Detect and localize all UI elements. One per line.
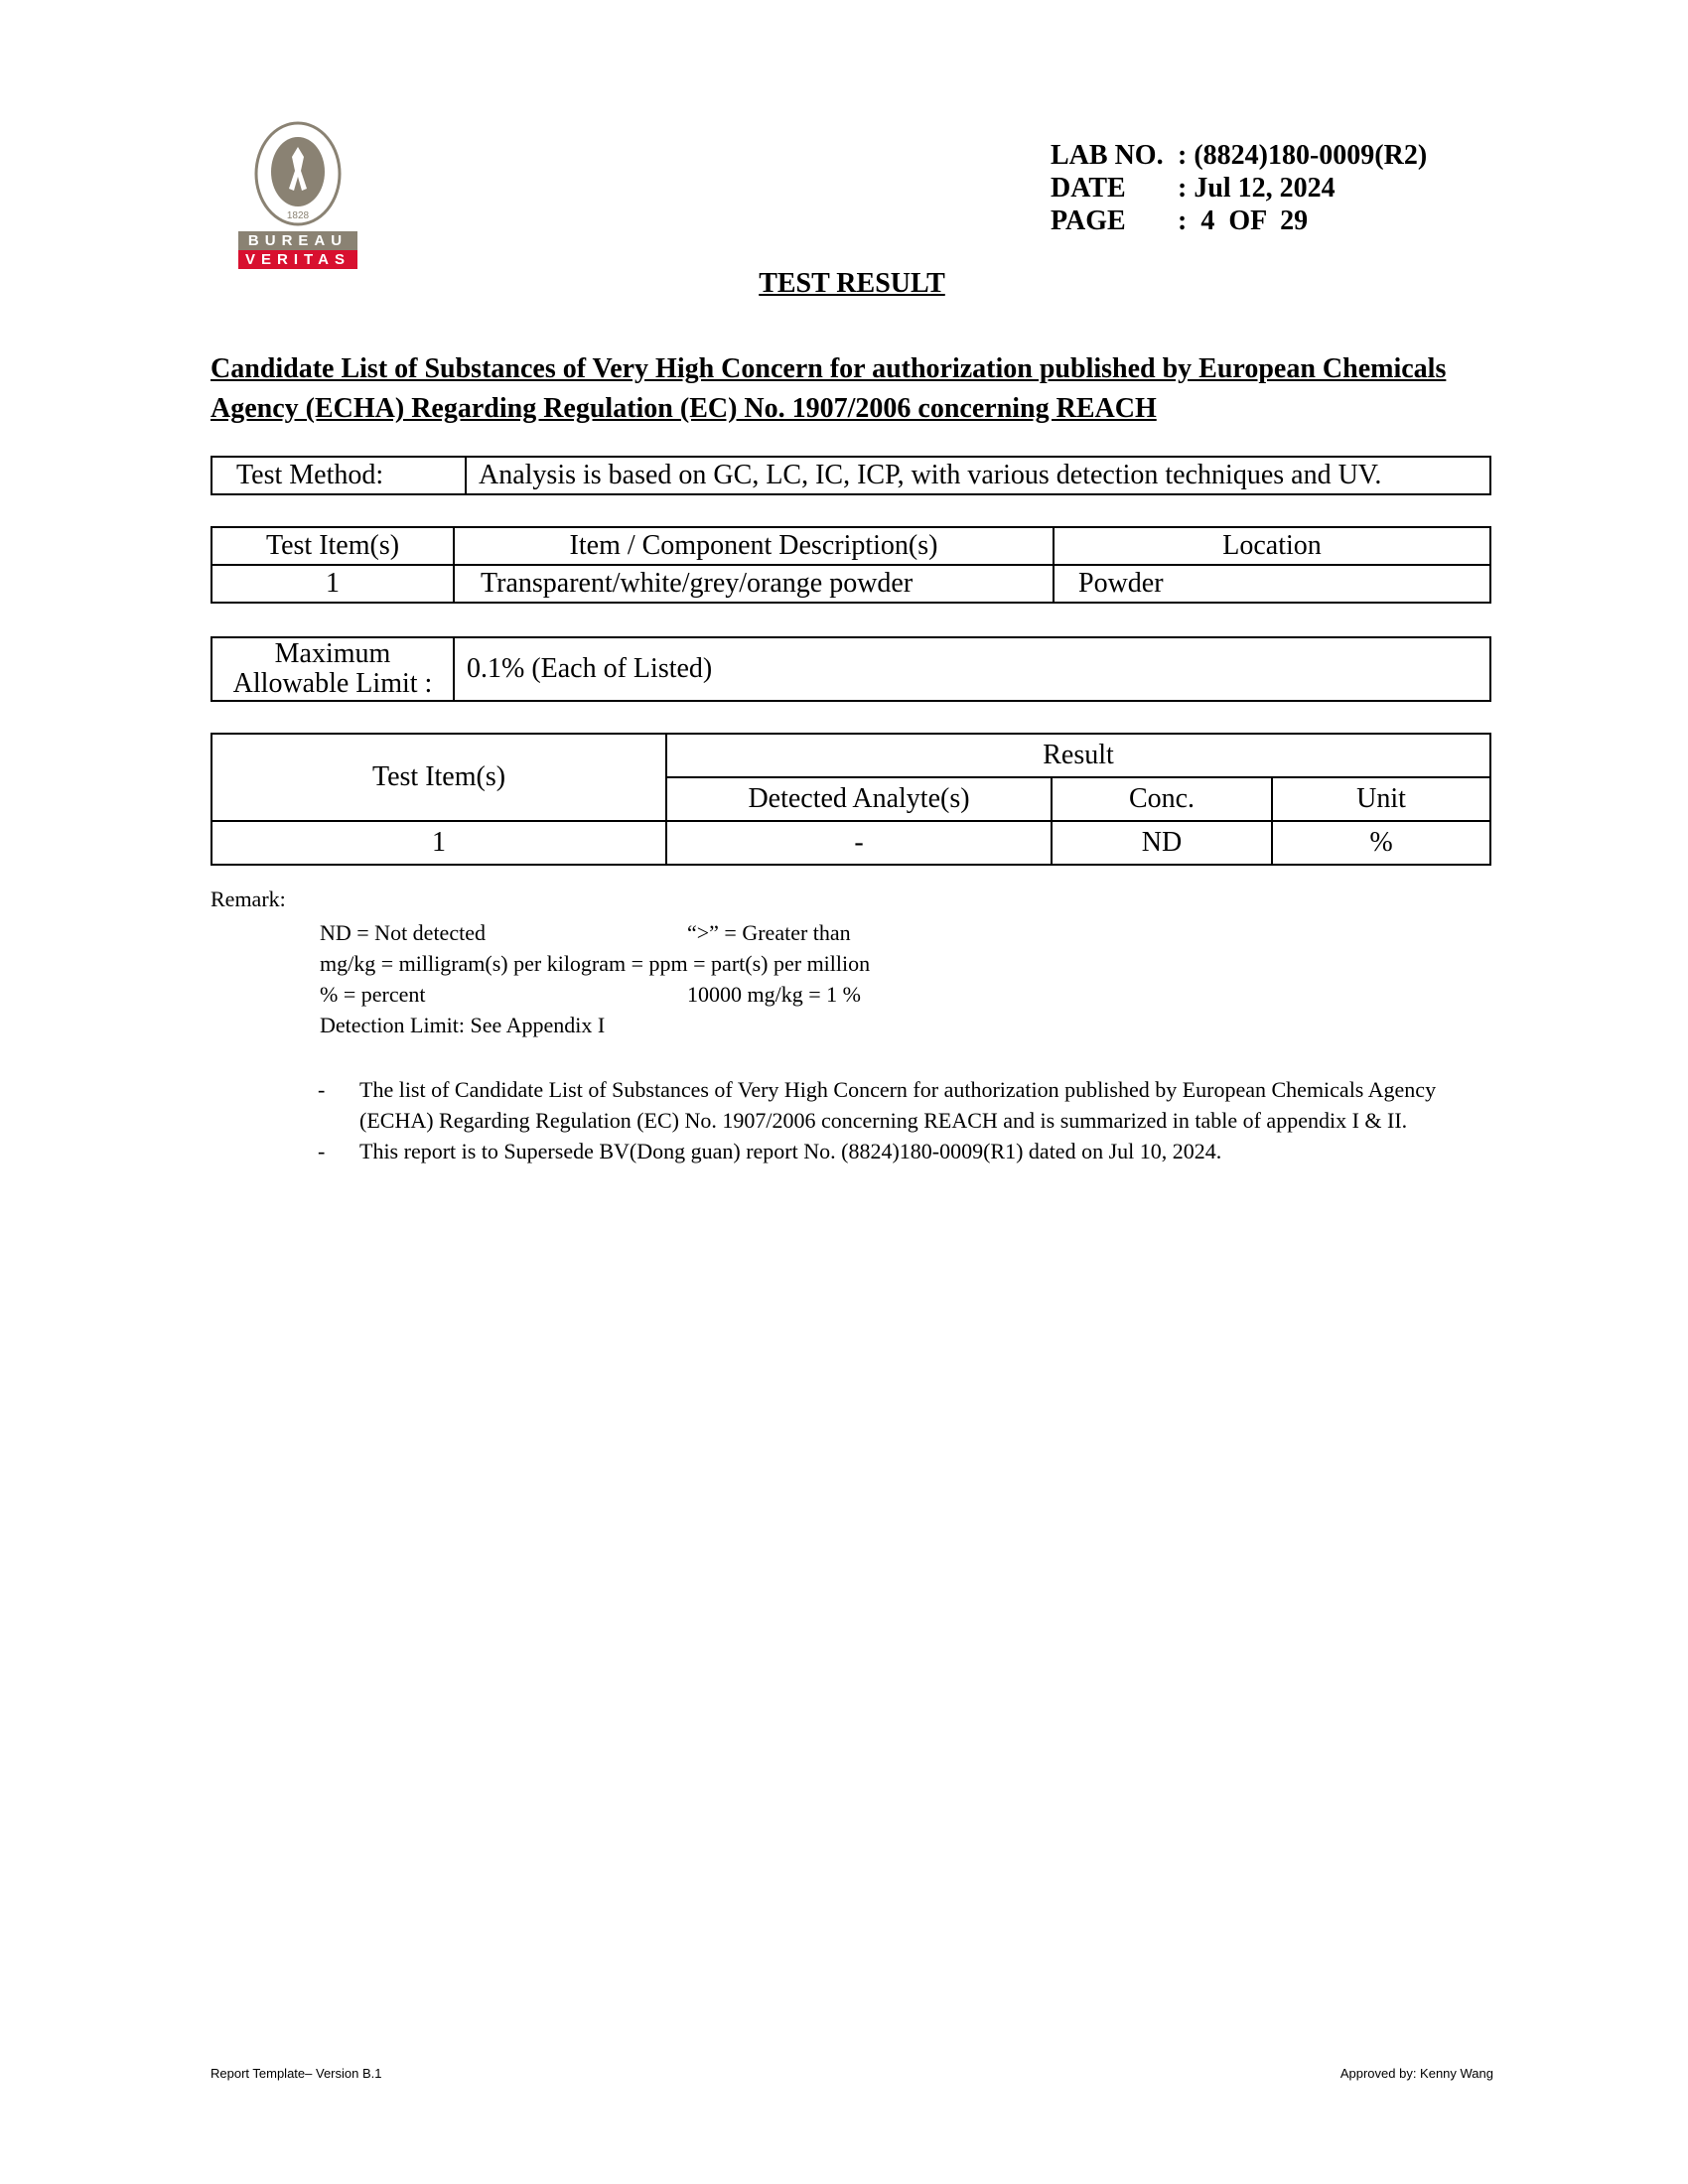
test-method-label: Test Method: [211,457,466,494]
dash-bullet: - [318,1139,326,1163]
bureau-veritas-logo [236,121,359,270]
date-label: DATE [1051,173,1126,204]
lab-no-value: : (8824)180-0009(R2) [1178,140,1428,171]
report-header-info [1051,139,1427,237]
note-item [318,1136,1460,1166]
logo-band-bureau: BUREAU [238,231,357,250]
limit-label-line2: Allowable Limit : [232,668,433,699]
remark-row [320,979,1015,1010]
remark-row [320,917,1015,948]
note-text: The list of Candidate List of Substances of Very High Concern for authorization published by European Chemicals Agency (ECHA) Regarding Regulation (EC) No. 1907/2006 concerning REACH and is summarized in table of appendix I & II. [359,1077,1437,1133]
limit-table [211,636,1491,702]
cell-analyte: - [666,821,1052,865]
test-method-table [211,456,1491,495]
date-value: : Jul 12, 2024 [1178,173,1336,204]
date-row [1051,172,1427,205]
header-location: Location [1054,527,1490,565]
cell-item: 1 [211,821,666,865]
table-row [211,821,1490,865]
limit-label-line1: Maximum [274,638,391,669]
page-value: : 4 OF 29 [1178,205,1309,236]
page-label: PAGE [1051,205,1126,236]
lab-no-label: LAB NO. [1051,140,1164,171]
header-test-items: Test Item(s) [211,527,454,565]
remark-row [320,1010,1015,1040]
table-header-row [211,527,1490,565]
header-test-items: Test Item(s) [211,734,666,821]
note-item [318,1074,1460,1136]
remark-left: % = percent [320,982,426,1007]
result-table [211,733,1491,866]
header-conc: Conc. [1052,777,1272,821]
remark-left: mg/kg = milligram(s) per kilogram = ppm = part(s) per million [320,951,871,976]
cell-unit: % [1272,821,1490,865]
remark-list [320,917,1015,1040]
header-description: Item / Component Description(s) [454,527,1054,565]
cell-location: Powder [1054,565,1490,603]
cell-conc: ND [1052,821,1272,865]
footer-approved-by: Approved by: Kenny Wang [1339,2066,1493,2081]
test-items-table [211,526,1491,604]
footer-template-version: Report Template– Version B.1 [211,2066,382,2081]
cell-description: Transparent/white/grey/orange powder [454,565,1054,603]
remark-row [320,948,1015,979]
remark-left: ND = Not detected [320,920,486,945]
logo-band-veritas: VERITAS [238,250,357,269]
remark-right: 10000 mg/kg = 1 % [687,982,861,1007]
limit-value: 0.1% (Each of Listed) [454,637,1490,701]
page-row [1051,205,1427,237]
header-unit: Unit [1272,777,1490,821]
test-method-value: Analysis is based on GC, LC, IC, ICP, with various detection techniques and UV. [466,457,1490,494]
remark-right: “>” = Greater than [687,920,851,945]
logo-year: 1828 [286,210,310,221]
note-text: This report is to Supersede BV(Dong guan) report No. (8824)180-0009(R1) dated on Jul 10, 2024. [359,1139,1222,1163]
dash-bullet: - [318,1077,326,1102]
header-result-group: Result [666,734,1490,777]
notes-list [318,1074,1460,1166]
remarks-section [211,884,871,1037]
section-heading: Candidate List of Substances of Very High Concern for authorization published by European Chemicals Agency (ECHA) Regarding Regulation (EC) No. 1907/2006 concerning REACH [211,353,1447,424]
lab-no-row [1051,139,1427,172]
table-row [211,565,1490,603]
remark-left: Detection Limit: See Appendix I [320,1013,606,1037]
table-header-row [211,734,1490,777]
emblem-icon [254,121,342,226]
limit-label [211,637,454,701]
remark-title: Remark: [211,887,286,911]
cell-item: 1 [211,565,454,603]
header-detected-analytes: Detected Analyte(s) [666,777,1052,821]
page-title: TEST RESULT [759,268,945,299]
